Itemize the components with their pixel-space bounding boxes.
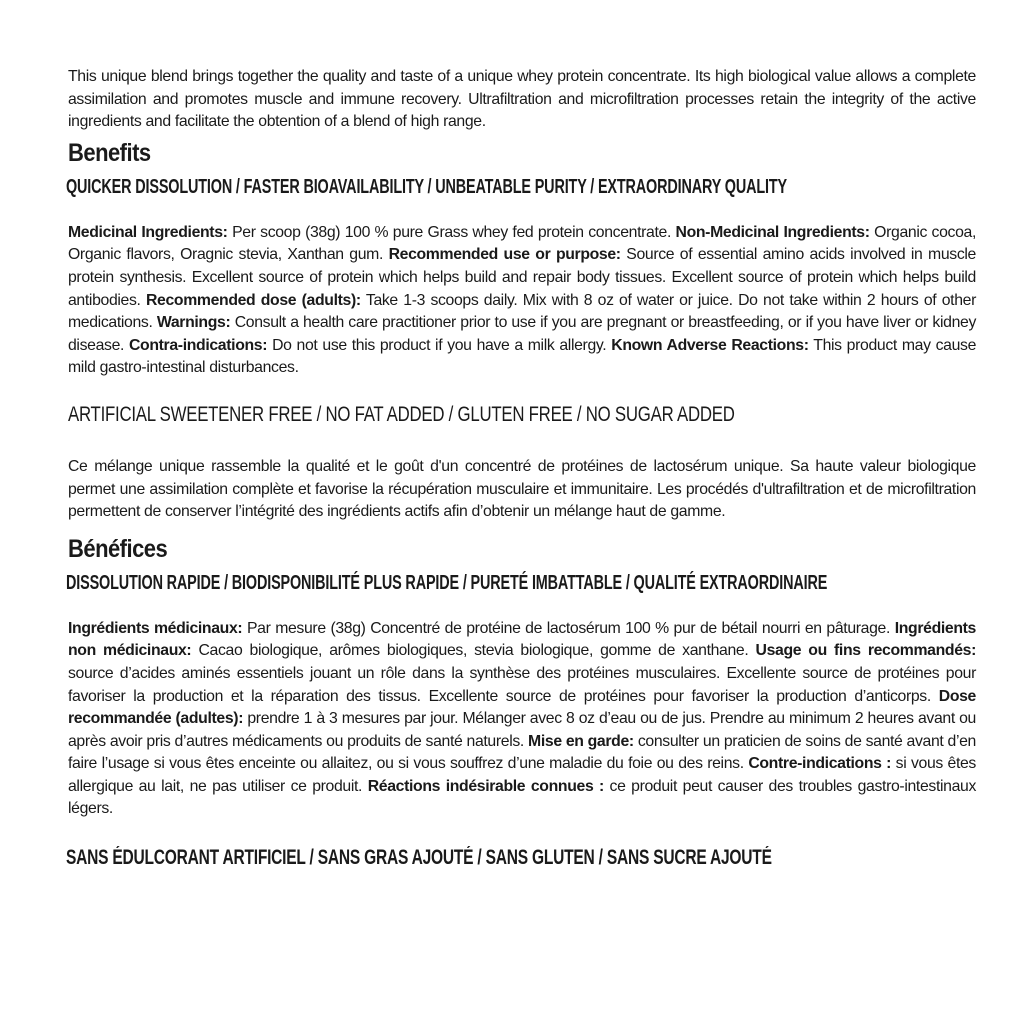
detail-text: si vous êtes allergique au lait, ne pas utiliser ce produit. bbox=[68, 755, 976, 795]
detail-label: Mise en garde: bbox=[528, 732, 634, 750]
detail-label: Recommended use or purpose: bbox=[388, 246, 621, 264]
detail-text: Par mesure (38g) Concentré de protéine de lactosérum 100 % pur de bétail nourri en pâturage. bbox=[242, 619, 895, 637]
english-details-paragraph bbox=[68, 222, 976, 380]
english-free-from-line: ARTIFICIAL SWEETENER FREE / NO FAT ADDED / GLUTEN FREE / NO SUGAR ADDED bbox=[68, 402, 735, 426]
detail-label: Ingrédients non médicinaux: bbox=[68, 619, 976, 660]
detail-text: Consult a health care practitioner prior to use if you are pregnant or breastfeeding, or if you have liver or kidney disease. bbox=[68, 314, 976, 354]
english-section bbox=[68, 66, 976, 428]
detail-text: consulter un praticien de soins de santé avant d’en faire l’usage si vous êtes enceinte ou allaitez, ou si vous souffrez d’une maladie du foie ou des reins. bbox=[68, 732, 976, 773]
detail-label: Known Adverse Reactions: bbox=[611, 336, 809, 354]
french-benefits-tagline: DISSOLUTION RAPIDE / BIODISPONIBILITÉ PLUS RAPIDE / PURETÉ IMBATTABLE / QUALITÉ EXTRAORDINAIRE bbox=[66, 571, 828, 594]
detail-label: Ingrédients médicinaux: bbox=[68, 619, 243, 637]
detail-text: Per scoop (38g) 100 % pure Grass whey fed protein concentrate. bbox=[227, 223, 676, 241]
detail-text: Source of essential amino acids involved in muscle protein synthesis. Excellent source of protein which helps build and repair body tissues. Excellent source of protein which helps build antibodies. bbox=[68, 246, 976, 309]
detail-text: Take 1-3 scoops daily. Mix with 8 oz of water or juice. Do not take within 2 hours of other medications. bbox=[68, 291, 976, 332]
detail-text: Cacao biologique, arômes biologiques, stevia biologique, gomme de xanthane. bbox=[191, 642, 756, 660]
french-details-paragraph bbox=[68, 618, 976, 821]
label-text-panel bbox=[68, 66, 976, 871]
detail-text: This product may cause mild gastro-intestinal disturbances. bbox=[68, 336, 976, 377]
detail-text: Do not use this product if you have a milk allergy. bbox=[267, 336, 612, 354]
french-intro-paragraph: Ce mélange unique rassemble la qualité et le goût d'un concentré de protéines de lactosérum unique. Sa haute valeur biologique permet une assimilation complète et favorise la récupération musculaire et immunitaire. Les procédés d'ultrafiltration et de microfiltration permettent de conserver l’intégrité des ingrédients actifs afin d’obtenir un mélange haut de gamme. bbox=[68, 457, 976, 521]
french-section bbox=[68, 456, 976, 871]
french-benefits-heading: Bénéfices bbox=[68, 534, 168, 563]
detail-label: Réactions indésirable connues : bbox=[367, 777, 604, 795]
french-free-from-line: SANS ÉDULCORANT ARTIFICIEL / SANS GRAS AJOUTÉ / SANS GLUTEN / SANS SUCRE AJOUTÉ bbox=[66, 846, 772, 870]
detail-label: Contra-indications: bbox=[128, 336, 268, 354]
detail-label: Medicinal Ingredients: bbox=[68, 223, 228, 241]
english-benefits-tagline: QUICKER DISSOLUTION / FASTER BIOAVAILABILITY / UNBEATABLE PURITY / EXTRAORDINARY QUALITY bbox=[66, 175, 787, 198]
detail-label: Recommended dose (adults): bbox=[145, 291, 361, 309]
detail-label: Non-Medicinal Ingredients: bbox=[675, 223, 870, 241]
detail-text: ce produit peut causer des troubles gastro-intestinaux légers. bbox=[68, 777, 976, 818]
detail-label: Dose recommandée (adultes): bbox=[68, 687, 976, 728]
english-benefits-heading: Benefits bbox=[68, 138, 151, 167]
detail-label: Warnings: bbox=[156, 314, 231, 332]
detail-text: prendre 1 à 3 mesures par jour. Mélanger avec 8 oz d’eau ou de jus. Prendre au minimum 2 heures avant ou après avoir pris d’autres médicaments ou produits de santé naturels. bbox=[68, 710, 976, 750]
detail-label: Usage ou fins recommandés: bbox=[755, 642, 977, 660]
detail-text: Organic cocoa, Organic flavors, Oragnic stevia, Xanthan gum. bbox=[68, 223, 976, 264]
detail-label: Contre-indications : bbox=[748, 755, 892, 773]
english-intro-paragraph: This unique blend brings together the quality and taste of a unique whey protein concentrate. Its high biological value allows a complete assimilation and promotes muscle and immune recovery. Ultrafiltration and microfiltration processes retain the integrity of the active ingredients and facilitate the obtention of a blend of high range. bbox=[68, 68, 976, 131]
detail-text: source d’acides aminés essentiels jouant un rôle dans la synthèse des protéines musculaires. Excellente source de protéines pour favoriser la production et la réparation des tissus. Excellente source de protéines pour favoriser la production d’anticorps. bbox=[68, 664, 976, 705]
